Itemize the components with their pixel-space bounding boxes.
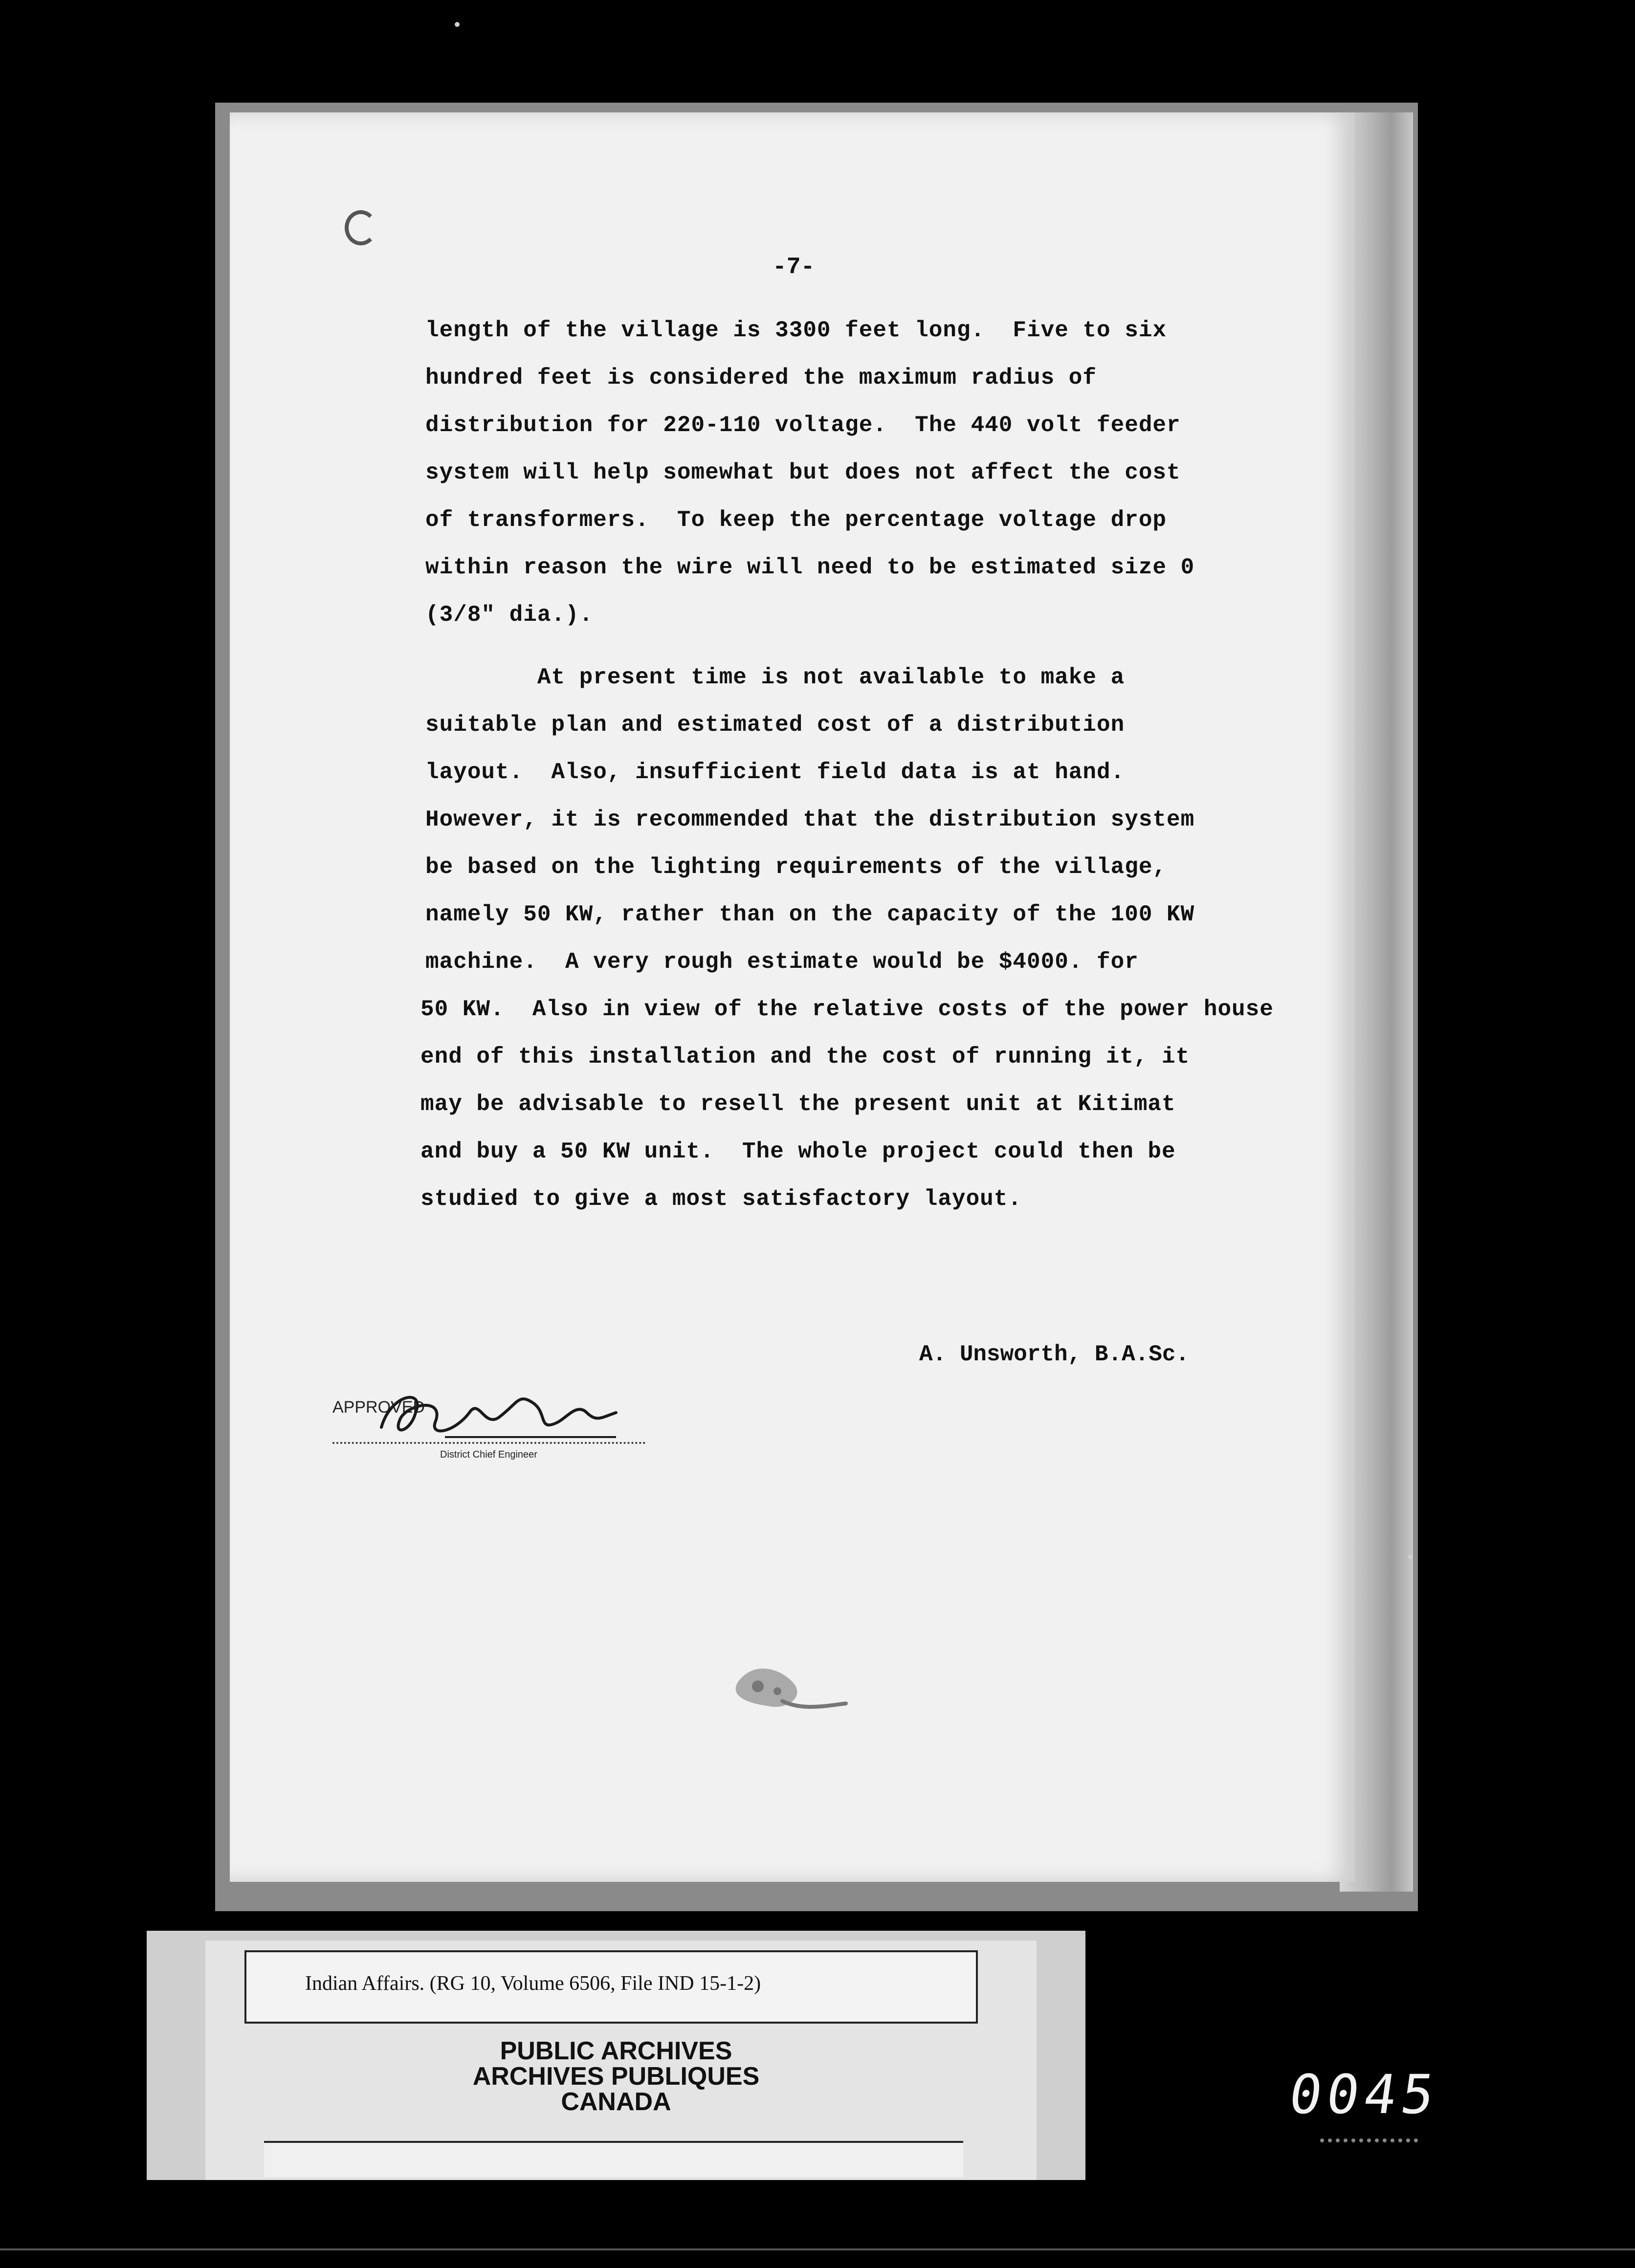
body-line: end of this installation and the cost of running it, it: [420, 1044, 1190, 1069]
body-line: (3/8" dia.).: [425, 602, 594, 628]
archive-name-french: ARCHIVES PUBLIQUES: [472, 2062, 760, 2091]
body-line: 50 KW. Also in view of the relative costs of the power house: [420, 997, 1274, 1022]
body-line: At present time is not available to make a: [425, 665, 1125, 690]
body-line: layout. Also, insufficient field data is at hand.: [425, 760, 1125, 785]
body-line: However, it is recommended that the distribution system: [425, 807, 1195, 832]
page-number: -7-: [773, 254, 815, 281]
punch-hole-icon: [345, 210, 377, 245]
film-dots: [1320, 2138, 1418, 2147]
approval-stamp: [332, 1383, 655, 1481]
film-speck: [1408, 1554, 1413, 1559]
archive-name-english: PUBLIC ARCHIVES: [500, 2037, 732, 2065]
body-line: within reason the wire will need to be estimated size 0: [425, 555, 1195, 580]
body-line: studied to give a most satisfactory layout.: [420, 1186, 1022, 1212]
body-line: hundred feet is considered the maximum radius of: [425, 365, 1097, 391]
seal-stain: [724, 1657, 851, 1721]
archive-label-bottom: [264, 2141, 963, 2177]
author-signature: A. Unsworth, B.A.Sc.: [919, 1342, 1190, 1367]
signature-line: [332, 1442, 645, 1444]
body-line: machine. A very rough estimate would be $4000. for: [425, 949, 1139, 975]
archive-country: CANADA: [561, 2088, 671, 2116]
body-line: namely 50 KW, rather than on the capacity of the 100 KW: [425, 902, 1195, 927]
body-line: suitable plan and estimated cost of a distribution: [425, 712, 1125, 738]
film-edge: [0, 2248, 1635, 2250]
approved-label: APPROVED: [332, 1398, 425, 1417]
body-line: length of the village is 3300 feet long. Five to six: [425, 318, 1167, 343]
frame-number: 0045: [1277, 2063, 1452, 2126]
body-line: system will help somewhat but does not affect the cost: [425, 460, 1181, 485]
body-line: and buy a 50 KW unit. The whole project could then be: [420, 1139, 1176, 1164]
body-line: distribution for 220-110 voltage. The 440 volt feeder: [425, 413, 1181, 438]
body-line: may be advisable to resell the present unit at Kitimat: [420, 1091, 1176, 1117]
film-speck: [455, 22, 460, 27]
handwritten-signature: [372, 1383, 626, 1447]
approver-title: District Chief Engineer: [440, 1449, 537, 1460]
archive-reference: Indian Affairs. (RG 10, Volume 6506, File IND 15-1-2): [305, 1972, 761, 1995]
archive-reference-strip: [244, 1950, 978, 2024]
body-line: of transformers. To keep the percentage voltage drop: [425, 507, 1167, 533]
document-page: [230, 112, 1354, 1882]
body-line: be based on the lighting requirements of the village,: [425, 854, 1167, 880]
